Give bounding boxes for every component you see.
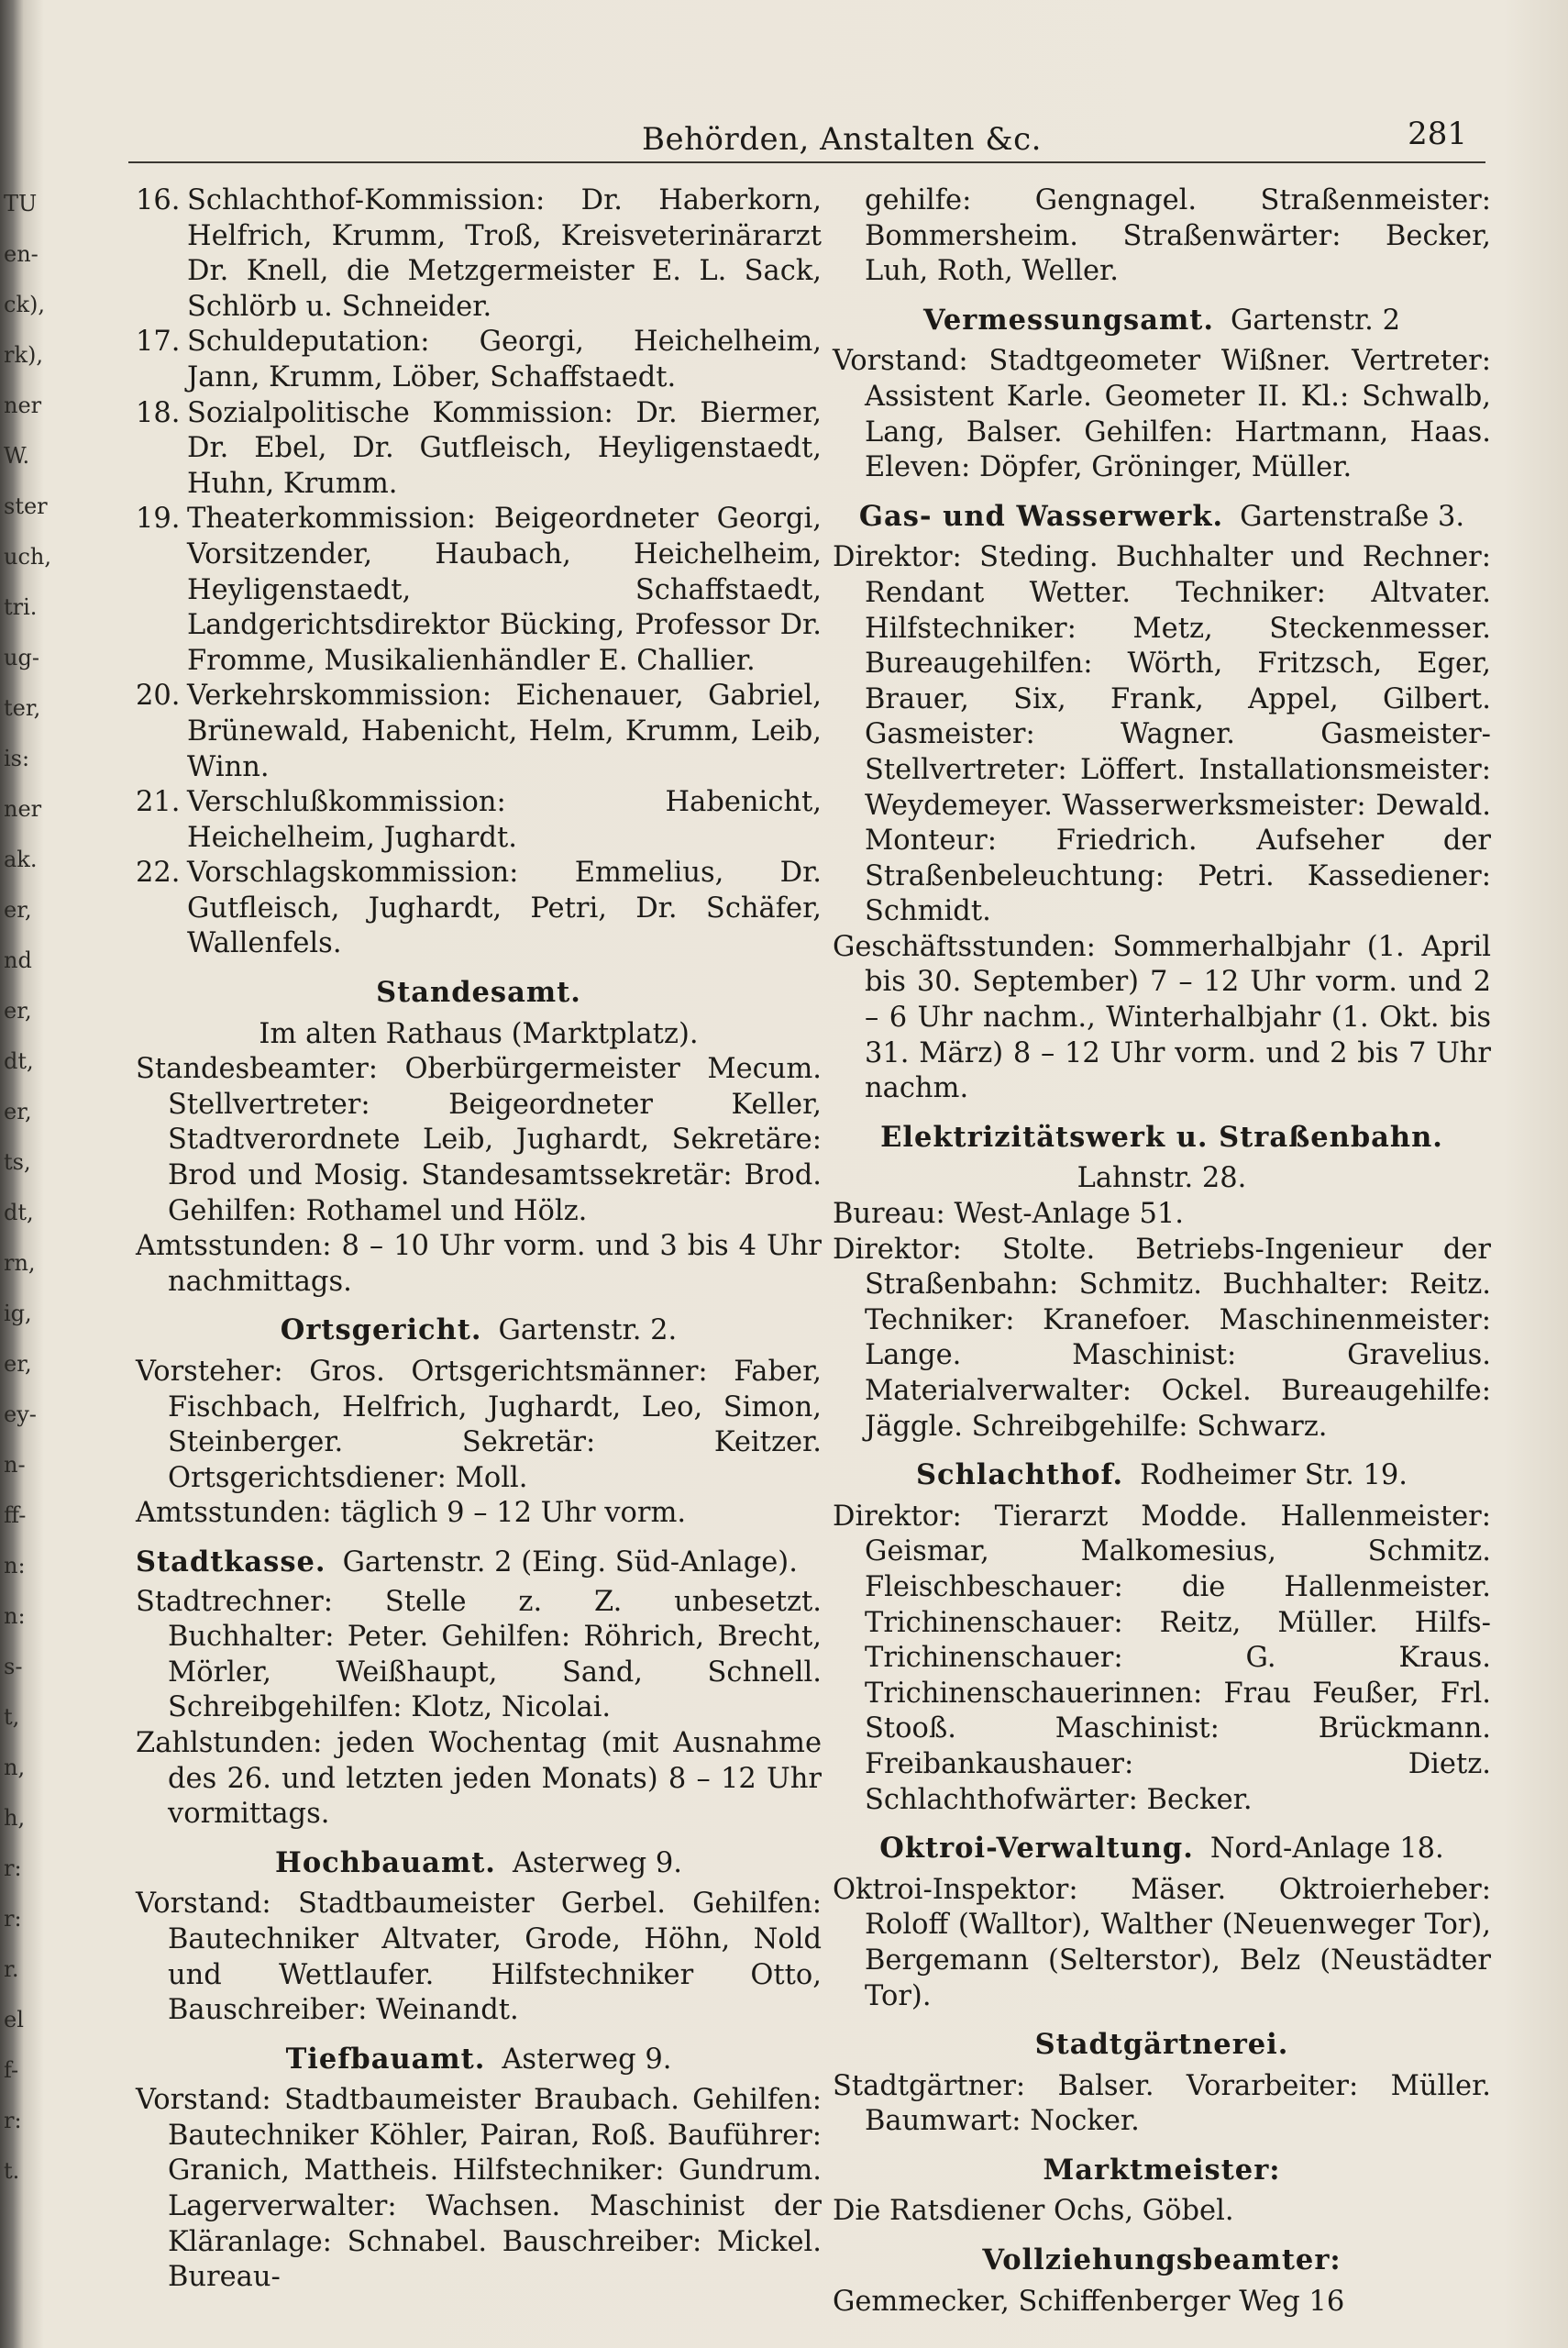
continuation-paragraph: gehilfe: Gengnagel. Straßenmeister: Bommersheim. Straßenwärter: Becker, Luh, Roth, Weller. xyxy=(865,184,1491,288)
section-schlachthof xyxy=(833,1457,1491,1818)
list-item xyxy=(136,679,822,785)
edge-fragment: ner xyxy=(4,393,42,418)
section-paragraph: Oktroi-Inspektor: Mäser. Oktroierheber: Roloff (Walltor), Walther (Neuenweger Tor), Bergemann (Selterstor), Belz (Neustädter Tor). xyxy=(833,1873,1491,2012)
section-title: Elektrizitätswerk u. Straßenbahn. xyxy=(880,1120,1443,1154)
section-title: Vermessungsamt. xyxy=(923,303,1214,337)
list-item xyxy=(136,856,822,962)
edge-fragment: ig, xyxy=(4,1301,32,1326)
edge-fragment: n, xyxy=(4,1755,26,1780)
section-title: Oktroi-Verwaltung. xyxy=(879,1832,1194,1866)
section-title: Standesamt. xyxy=(376,976,581,1010)
section-address: Asterweg 9. xyxy=(502,2043,672,2076)
section-paragraph: Vorsteher: Gros. Ortsgerichtsmänner: Faber, Fischbach, Helfrich, Jughardt, Leo, Simon, Steinberger. Sekretär: Keitzer. Ortsgerichtsdiener: Moll. xyxy=(136,1356,822,1494)
page-number: 281 xyxy=(1408,116,1467,152)
section-address: Gartenstr. 2. xyxy=(498,1314,678,1347)
section-title: Schlachthof. xyxy=(916,1458,1124,1492)
item-text: Sozialpolitische Kommission: Dr. Biermer, Dr. Ebel, Dr. Gutfleisch, Heyligenstaedt, Huhn, Krumm. xyxy=(187,396,822,500)
edge-fragment: er, xyxy=(4,998,32,1024)
edge-fragment: ter, xyxy=(4,695,41,721)
item-text: Theaterkommission: Beigeordneter Georgi, Vorsitzender, Haubach, Heichelheim, Heyligenstaedt, Schaffstaedt, Landgerichtsdirektor Bücking, Professor Dr. Fromme, Musikalienhändler E. Challier. xyxy=(187,503,822,677)
edge-fragment: n: xyxy=(4,1553,26,1578)
section-oktroi xyxy=(833,1831,1491,2014)
item-text: Verkehrskommission: Eichenauer, Gabriel, Brünewald, Habenicht, Helm, Krumm, Leib, Winn. xyxy=(187,680,822,783)
section-paragraph: Bureau: West-Anlage 51. xyxy=(833,1198,1184,1231)
section-stadtgaertnerei xyxy=(833,2027,1491,2140)
section-address: Gartenstraße 3. xyxy=(1240,500,1465,533)
list-item xyxy=(136,325,822,395)
edge-fragment: el xyxy=(4,2007,24,2032)
section-address: Gartenstr. 2 (Eing. Süd-Anlage). xyxy=(342,1545,798,1578)
item-number: 16. xyxy=(136,184,181,216)
section-marktmeister xyxy=(833,2153,1491,2230)
section-title: Stadtgärtnerei. xyxy=(1034,2028,1289,2062)
edge-fragment: ck), xyxy=(4,292,45,317)
edge-fragment: ug- xyxy=(4,645,39,670)
item-number: 21. xyxy=(136,786,181,819)
section-address: Asterweg 9. xyxy=(512,1846,682,1879)
item-text: Vorschlagskommission: Emmelius, Dr. Gutfleisch, Jughardt, Petri, Dr. Schäfer, Wallenfels. xyxy=(187,857,822,960)
edge-fragment: en- xyxy=(4,241,39,267)
list-item xyxy=(136,502,822,679)
section-ortsgericht xyxy=(136,1312,822,1532)
edge-fragment: er, xyxy=(4,1351,32,1377)
section-paragraph: Amtsstunden: täglich 9 – 12 Uhr vorm. xyxy=(136,1497,687,1530)
page-header xyxy=(128,110,1485,165)
section-title: Vollziehungsbeamter: xyxy=(982,2243,1342,2277)
section-paragraph: Vorstand: Stadtbaumeister Braubach. Gehilfen: Bautechniker Köhler, Pairan, Roß. Bauführer: Granich, Mattheis. Hilfstechniker: Gundrum. Lagerverwalter: Wachsen. Maschinist der Kläranlage: Schnabel. Bauschreiber: Mickel. Bureau- xyxy=(136,2084,822,2294)
left-column xyxy=(136,183,822,2296)
item-text: Schuldeputation: Georgi, Heichelheim, Jann, Krumm, Löber, Schaffstaedt. xyxy=(187,326,822,393)
edge-fragment: t, xyxy=(4,1704,20,1730)
section-paragraph: Vorstand: Stadtgeometer Wißner. Vertreter: Assistent Karle. Geometer II. Kl.: Schwalb, Lang, Balser. Gehilfen: Hartmann, Haas. Eleven: Döpfer, Gröninger, Müller. xyxy=(833,345,1491,484)
item-number: 22. xyxy=(136,857,181,890)
section-paragraph: Amtsstunden: 8 – 10 Uhr vorm. und 3 bis 4 Uhr nachmittags. xyxy=(136,1230,822,1298)
edge-fragment: is: xyxy=(4,746,30,771)
edge-fragment: r: xyxy=(4,1906,22,1932)
edge-fragment: h, xyxy=(4,1805,26,1831)
section-title: Ortsgericht. xyxy=(280,1313,482,1347)
edge-fragment: ff- xyxy=(4,1502,27,1528)
edge-fragment: r: xyxy=(4,2108,22,2133)
section-title: Stadtkasse. xyxy=(136,1545,326,1578)
edge-fragment: er, xyxy=(4,1099,32,1124)
section-gaswerk xyxy=(833,499,1491,1107)
section-vermessungsamt xyxy=(833,303,1491,486)
edge-fragment: ts, xyxy=(4,1149,31,1175)
section-paragraph: Stadtrechner: Stelle z. Z. unbesetzt. Buchhalter: Peter. Gehilfen: Röhrich, Brecht, Mörler, Weißhaupt, Sand, Schnell. Schreibgehilfen: Klotz, Nicolai. xyxy=(136,1585,822,1724)
list-item xyxy=(136,183,822,325)
item-number: 19. xyxy=(136,503,181,536)
section-vollziehungsbeamter xyxy=(833,2243,1491,2320)
section-address: Rodheimer Str. 19. xyxy=(1140,1459,1408,1492)
item-text: Schlachthof-Kommission: Dr. Haberkorn, Helfrich, Krumm, Troß, Kreisveterinärarzt Dr. Knell, die Metzgermeister E. L. Sack, Schlörb u. Schneider. xyxy=(187,184,822,323)
edge-fragment: f- xyxy=(4,2057,19,2083)
edge-fragment: r. xyxy=(4,1956,19,1982)
section-hochbauamt xyxy=(136,1845,822,2029)
section-address: Lahnstr. 28. xyxy=(1077,1162,1247,1195)
section-address: Nord-Anlage 18. xyxy=(1209,1833,1444,1866)
section-paragraph: Direktor: Steding. Buchhalter und Rechner: Rendant Wetter. Techniker: Altvater. Hilfstechniker: Metz, Steckenmesser. Bureaugehilfen: Wörth, Fritzsch, Eger, Brauer, Six, Frank, Appel, Gilbert. Gasmeister: Wagner. Gasmeister-Stellvertreter: Löffert. Installationsmeister: Weydemeyer. Wasserwerksmeister: Dewald. Monteur: Friedrich. Aufseher der Straßenbeleuchtung: Petri. Kassediener: Schmidt. xyxy=(833,541,1491,928)
list-item xyxy=(136,396,822,503)
edge-fragment: n- xyxy=(4,1452,26,1478)
section-paragraph: Direktor: Tierarzt Modde. Hallenmeister: Geismar, Malkomesius, Schmitz. Fleischbeschauer: die Hallenmeister. Trichinenschauer: Reitz, Müller. Hilfs-Trichinenschauer: G. Kraus. Trichinenschauerinnen: Frau Feußer, Frl. Stooß. Maschinist: Brückmann. Freibankaushauer: Dietz. Schlachthofwärter: Becker. xyxy=(833,1500,1491,1816)
edge-fragment: TU xyxy=(4,191,38,216)
section-standesamt xyxy=(136,975,822,1300)
section-paragraph: Zahlstunden: jeden Wochentag (mit Ausnahme des 26. und letzten jeden Monats) 8 – 12 Uhr vormittags. xyxy=(136,1726,822,1831)
edge-fragment: tri. xyxy=(4,594,38,620)
edge-fragment: dt, xyxy=(4,1200,34,1225)
edge-fragment: r: xyxy=(4,1855,22,1881)
section-location: Im alten Rathaus (Marktplatz). xyxy=(259,1017,699,1050)
running-head: Behörden, Anstalten &c. xyxy=(642,121,1042,158)
section-paragraph: Vorstand: Stadtbaumeister Gerbel. Gehilfen: Bautechniker Altvater, Grode, Höhn, Nold und Wettlaufer. Hilfstechniker Otto, Bauschreiber: Weinandt. xyxy=(136,1888,822,2027)
section-paragraph: Stadtgärtner: Balser. Vorarbeiter: Müller. Baumwart: Nocker. xyxy=(833,2069,1491,2138)
section-tiefbauamt xyxy=(136,2042,822,2296)
edge-fragment: ey- xyxy=(4,1401,37,1427)
section-paragraph: Direktor: Stolte. Betriebs-Ingenieur der Straßenbahn: Schmitz. Buchhalter: Reitz. Techniker: Kranefoer. Maschinenmeister: Lange. Maschinist: Gravelius. Materialverwalter: Ockel. Bureaugehilfe: Jäggle. Schreibgehilfe: Schwarz. xyxy=(833,1233,1491,1443)
section-title: Hochbauamt. xyxy=(275,1845,496,1879)
right-column xyxy=(833,183,1491,2320)
facing-page-edge xyxy=(0,0,72,2348)
section-address: Gartenstr. 2 xyxy=(1230,304,1400,337)
edge-fragment: rk), xyxy=(4,342,44,368)
section-elektrizitaetswerk xyxy=(833,1120,1491,1445)
item-number: 20. xyxy=(136,680,181,713)
edge-fragment: W. xyxy=(4,443,30,469)
section-title: Tiefbauamt. xyxy=(285,2042,486,2076)
edge-fragment: ak. xyxy=(4,847,38,872)
edge-fragment: dt, xyxy=(4,1048,34,1074)
edge-fragment: er, xyxy=(4,897,32,923)
section-paragraph: Geschäftsstunden: Sommerhalbjahr (1. April bis 30. September) 7 – 12 Uhr vorm. und 2 – 6 Uhr nachm., Winterhalbjahr (1. Okt. bis 31. März) 8 – 12 Uhr vorm. und 2 bis 7 Uhr nachm. xyxy=(833,930,1491,1105)
edge-fragment: n: xyxy=(4,1603,26,1629)
section-paragraph: Gemmecker, Schiffenberger Weg 16 xyxy=(833,2285,1345,2318)
edge-fragment: ner xyxy=(4,796,42,822)
section-paragraph: Die Ratsdiener Ochs, Göbel. xyxy=(833,2195,1234,2228)
section-title: Marktmeister: xyxy=(1043,2153,1281,2187)
item-text: Verschlußkommission: Habenicht, Heichelheim, Jughardt. xyxy=(187,786,822,854)
edge-fragment: ster xyxy=(4,493,48,519)
section-stadtkasse xyxy=(136,1545,822,1833)
list-item xyxy=(136,785,822,856)
commission-list xyxy=(136,183,822,962)
header-rule xyxy=(128,161,1485,163)
edge-fragment: rn, xyxy=(4,1250,36,1276)
item-number: 17. xyxy=(136,326,181,359)
section-title: Gas- und Wasserwerk. xyxy=(858,499,1224,533)
edge-fragment: t. xyxy=(4,2158,20,2184)
edge-fragment: uch, xyxy=(4,544,51,570)
edge-fragment: nd xyxy=(4,947,32,973)
section-paragraph: Standesbeamter: Oberbürgermeister Mecum. Stellvertreter: Beigeordneter Keller, Stadtverordnete Leib, Jughardt, Sekretäre: Brod und Mosig. Standesamtssekretär: Brod. Gehilfen: Rothamel und Hölz. xyxy=(136,1053,822,1227)
item-number: 18. xyxy=(136,396,181,429)
edge-fragment: s- xyxy=(4,1654,23,1679)
